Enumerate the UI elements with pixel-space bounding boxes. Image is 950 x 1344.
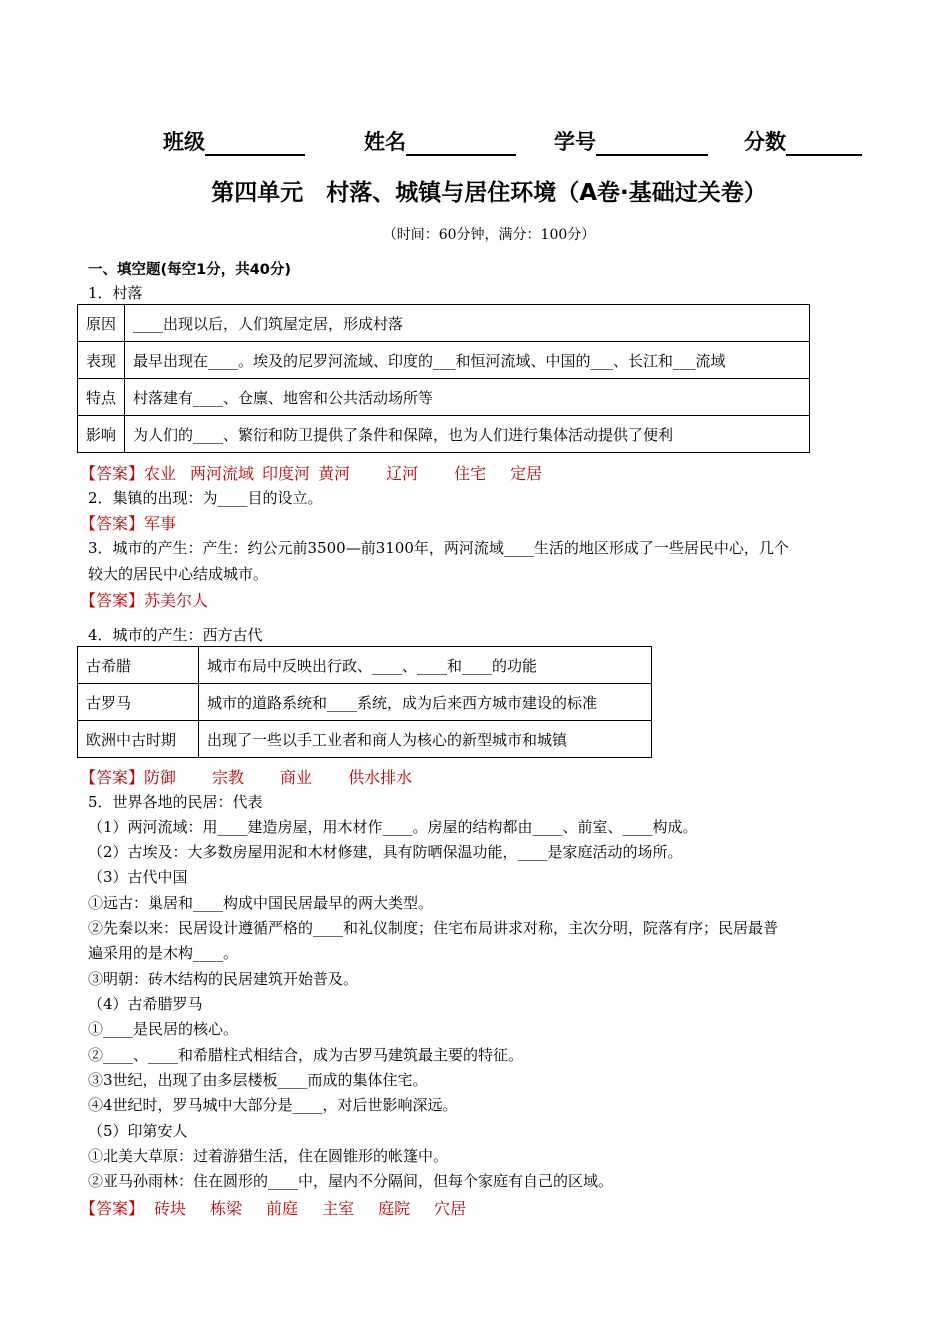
answer-tag: 【答案】 xyxy=(80,768,145,787)
q1-label: 1．村落 xyxy=(88,284,143,302)
page-subtitle: （时间：60分钟，满分：100分） xyxy=(382,227,596,243)
table-cell-key: 古希腊 xyxy=(78,647,199,684)
answer-item: 庭院 xyxy=(378,1199,411,1218)
score-field[interactable] xyxy=(744,126,862,156)
q5-line: （3）古代中国 xyxy=(88,868,188,886)
answer-item: 宗教 xyxy=(212,768,245,787)
q5-line: ①远古：巢居和____构成中国民居最早的两大类型。 xyxy=(88,894,434,912)
q5-line: （2）古埃及：大多数房屋用泥和木材修建，具有防晒保温功能，____是家庭活动的场所。 xyxy=(88,843,683,861)
answer-item: 苏美尔人 xyxy=(144,591,209,610)
q5-answer xyxy=(80,1196,488,1219)
answer-item: 军事 xyxy=(144,514,177,533)
table-row xyxy=(78,379,810,416)
table-cell-key: 古罗马 xyxy=(78,684,199,721)
answer-item: 辽河 xyxy=(386,464,419,483)
table-row xyxy=(78,416,810,453)
answer-item: 穴居 xyxy=(434,1199,467,1218)
answer-item: 两河流域 xyxy=(190,464,255,483)
answer-tag: 【答案】 xyxy=(80,514,145,533)
answer-tag: 【答案】 xyxy=(80,1199,145,1218)
q5-line: （4）古希腊罗马 xyxy=(88,995,203,1013)
table-cell-key: 影响 xyxy=(78,416,125,453)
answer-item: 黄河 xyxy=(318,464,351,483)
section-heading: 一、填空题(每空1分，共40分) xyxy=(88,262,292,278)
table-cell-value: 城市的道路系统和____系统，成为后来西方城市建设的标准 xyxy=(199,684,652,721)
q5-line: （5）印第安人 xyxy=(88,1122,188,1140)
answer-tag: 【答案】 xyxy=(80,464,145,483)
q4-table xyxy=(77,646,652,758)
answer-item: 农业 xyxy=(144,464,177,483)
answer-item: 印度河 xyxy=(262,464,311,483)
id-label: 学号 xyxy=(554,130,596,154)
name-field[interactable] xyxy=(364,126,516,156)
answer-item: 供水排水 xyxy=(348,768,413,787)
score-blank[interactable] xyxy=(786,132,862,156)
id-field[interactable] xyxy=(554,126,708,156)
q2-label: 2．集镇的出现：为____目的设立。 xyxy=(88,489,323,507)
score-label: 分数 xyxy=(744,130,786,154)
q1-table xyxy=(77,304,810,453)
answer-item: 商业 xyxy=(280,768,313,787)
q5-line: ④4世纪时，罗马城中大部分是____，对后世影响深远。 xyxy=(88,1096,458,1114)
name-label: 姓名 xyxy=(364,130,406,154)
table-row xyxy=(78,684,652,721)
name-blank[interactable] xyxy=(406,132,516,156)
q5-line: 遍采用的是木构____。 xyxy=(88,944,239,962)
table-row xyxy=(78,342,810,379)
table-cell-value: 村落建有____、仓廪、地窖和公共活动场所等 xyxy=(125,379,810,416)
table-cell-value: ____出现以后，人们筑屋定居，形成村落 xyxy=(125,305,810,342)
answer-item: 主室 xyxy=(322,1199,355,1218)
class-label: 班级 xyxy=(163,130,205,154)
table-cell-key: 表现 xyxy=(78,342,125,379)
q5-line: ③3世纪，出现了由多层楼板____而成的集体住宅。 xyxy=(88,1071,428,1089)
answer-item: 住宅 xyxy=(454,464,487,483)
q1-answer xyxy=(80,461,564,484)
table-cell-value: 出现了一些以手工业者和商人为核心的新型城市和城镇 xyxy=(199,721,652,758)
answer-item: 砖块 xyxy=(154,1199,187,1218)
class-blank[interactable] xyxy=(205,132,305,156)
q4-label: 4．城市的产生：西方古代 xyxy=(88,626,263,644)
q4-answer xyxy=(80,765,434,788)
id-blank[interactable] xyxy=(596,132,708,156)
answer-item: 前庭 xyxy=(266,1199,299,1218)
q5-line: ①____是民居的核心。 xyxy=(88,1020,239,1038)
q3-line-1: 3．城市的产生：产生：约公元前3500—前3100年，两河流域____生活的地区形成了一些居民中心，几个 xyxy=(88,539,789,557)
answer-item: 栋梁 xyxy=(210,1199,243,1218)
table-cell-key: 原因 xyxy=(78,305,125,342)
table-cell-value: 城市布局中反映出行政、____、____和____的功能 xyxy=(199,647,652,684)
table-cell-value: 最早出现在____。埃及的尼罗河流域、印度的___和恒河流域、中国的___、长江和___流域 xyxy=(125,342,810,379)
q5-line: （1）两河流域：用____建造房屋，用木材作____。房屋的结构都由____、前室、____构成。 xyxy=(88,818,698,836)
answer-item: 定居 xyxy=(510,464,543,483)
q5-line: 5．世界各地的民居：代表 xyxy=(88,793,263,811)
class-field[interactable] xyxy=(163,126,305,156)
q3-line-2: 较大的居民中心结成城市。 xyxy=(88,565,269,583)
q3-answer xyxy=(80,588,230,611)
answer-item: 防御 xyxy=(144,768,177,787)
q5-line: ①北美大草原：过着游猎生活，住在圆锥形的帐篷中。 xyxy=(88,1147,449,1165)
q2-answer xyxy=(80,511,198,534)
page-title: 第四单元 村落、城镇与居住环境（A卷·基础过关卷） xyxy=(211,180,767,206)
q5-line: ②亚马孙雨林：住在圆形的____中，屋内不分隔间，但每个家庭有自己的区域。 xyxy=(88,1172,614,1190)
table-row xyxy=(78,647,652,684)
q5-line: ②先秦以来：民居设计遵循严格的____和礼仪制度；住宅布局讲求对称，主次分明，院落有序；民居最普 xyxy=(88,919,779,937)
table-cell-value: 为人们的____、繁衍和防卫提供了条件和保障，也为人们进行集体活动提供了便利 xyxy=(125,416,810,453)
table-cell-key: 特点 xyxy=(78,379,125,416)
q5-line: ②____、____和希腊柱式相结合，成为古罗马建筑最主要的特征。 xyxy=(88,1046,524,1064)
q5-line: ③明朝：砖木结构的民居建筑开始普及。 xyxy=(88,970,359,988)
table-row xyxy=(78,305,810,342)
table-cell-key: 欧洲中古时期 xyxy=(78,721,199,758)
table-row xyxy=(78,721,652,758)
answer-tag: 【答案】 xyxy=(80,591,145,610)
